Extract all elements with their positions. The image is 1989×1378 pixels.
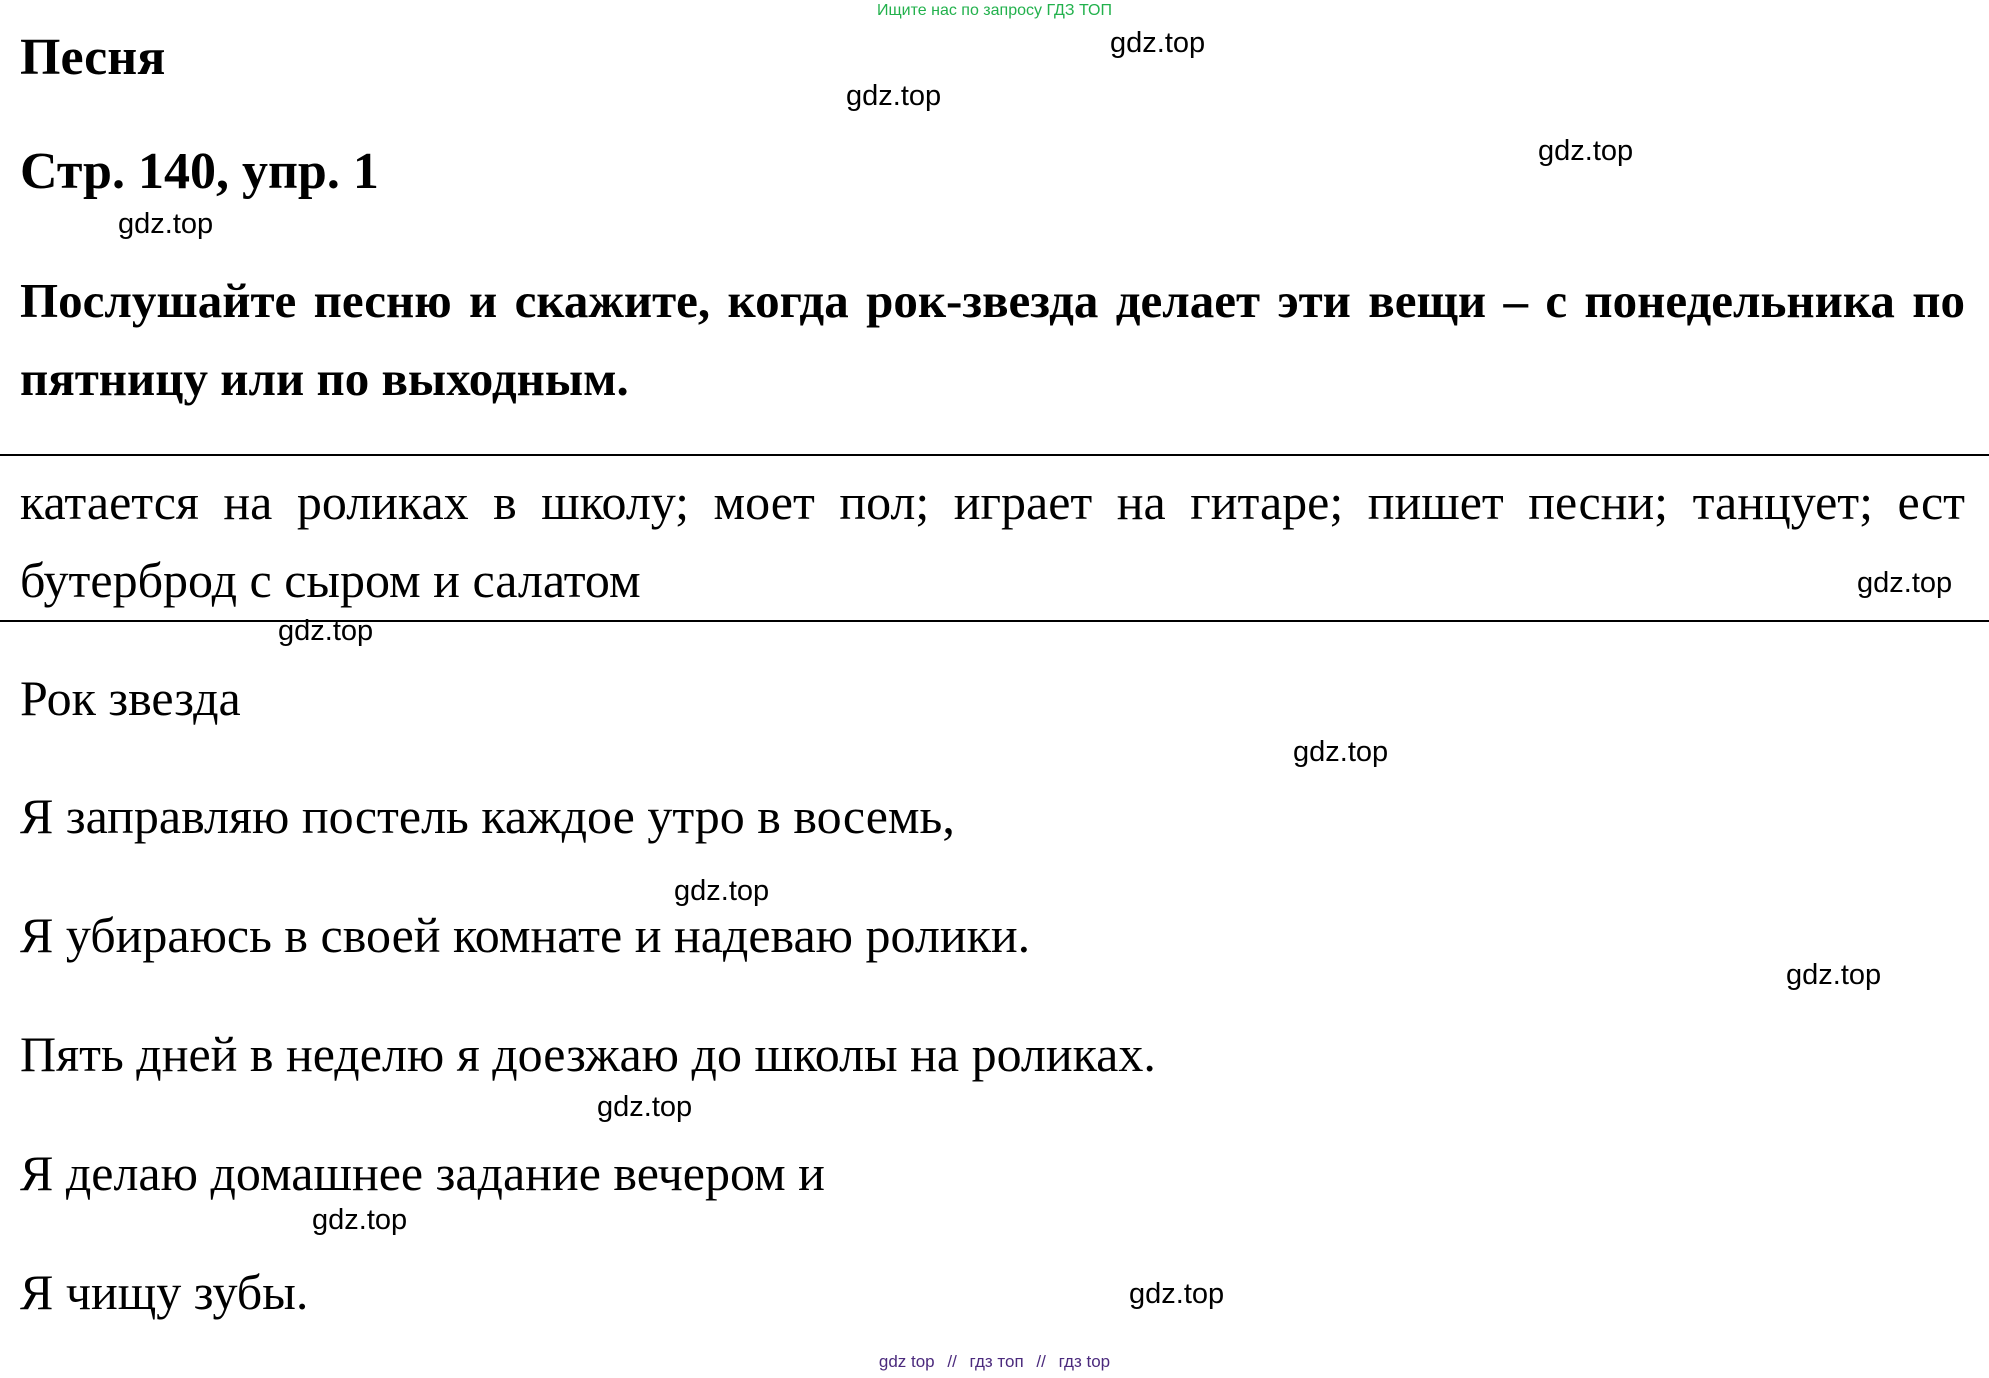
song-line: Я убираюсь в своей комнате и надеваю ролики.	[20, 907, 1031, 963]
exercise-instruction: Послушайте песню и скажите, когда рок-звезда делает эти вещи – с понедельника по пятницу или по выходным.	[20, 273, 1965, 406]
watermark: gdz.top	[1857, 567, 1953, 599]
song-line: Я делаю домашнее задание вечером и	[20, 1145, 825, 1201]
exercise-reference: Стр. 140, упр. 1	[20, 143, 379, 200]
song-line: Я чищу зубы.	[20, 1264, 309, 1320]
watermark: gdz.top	[1293, 736, 1389, 768]
watermark: gdz.top	[118, 208, 214, 240]
watermark: gdz.top	[1786, 959, 1882, 991]
footer-separator: //	[947, 1352, 957, 1371]
song-line: Я заправляю постель каждое утро в восемь,	[20, 788, 955, 844]
watermark: gdz.top	[1538, 135, 1634, 167]
watermark: gdz.top	[846, 80, 942, 112]
song-title: Рок звезда	[20, 670, 241, 726]
footer-link[interactable]: гдз top	[1058, 1352, 1111, 1371]
phrase-list: катается на роликах в школу; моет пол; играет на гитаре; пишет песни; танцует; ест бутерброд с сыром и салатом	[20, 474, 1965, 608]
section-heading: Песня	[20, 29, 166, 86]
footer-link[interactable]: gdz top	[878, 1352, 935, 1371]
watermark: gdz.top	[674, 875, 770, 907]
watermark: gdz.top	[1129, 1278, 1225, 1310]
watermark: gdz.top	[1110, 27, 1206, 59]
watermark: gdz.top	[278, 615, 374, 647]
footer-links	[0, 1352, 1989, 1372]
divider-top	[0, 454, 1989, 456]
song-line: Пять дней в неделю я доезжаю до школы на роликах.	[20, 1026, 1156, 1082]
footer-separator: //	[1036, 1352, 1046, 1371]
search-banner: Ищите нас по запросу ГДЗ ТОП	[877, 2, 1112, 19]
watermark: gdz.top	[312, 1204, 408, 1236]
footer-link[interactable]: гдз топ	[969, 1352, 1024, 1371]
watermark: gdz.top	[597, 1091, 693, 1123]
